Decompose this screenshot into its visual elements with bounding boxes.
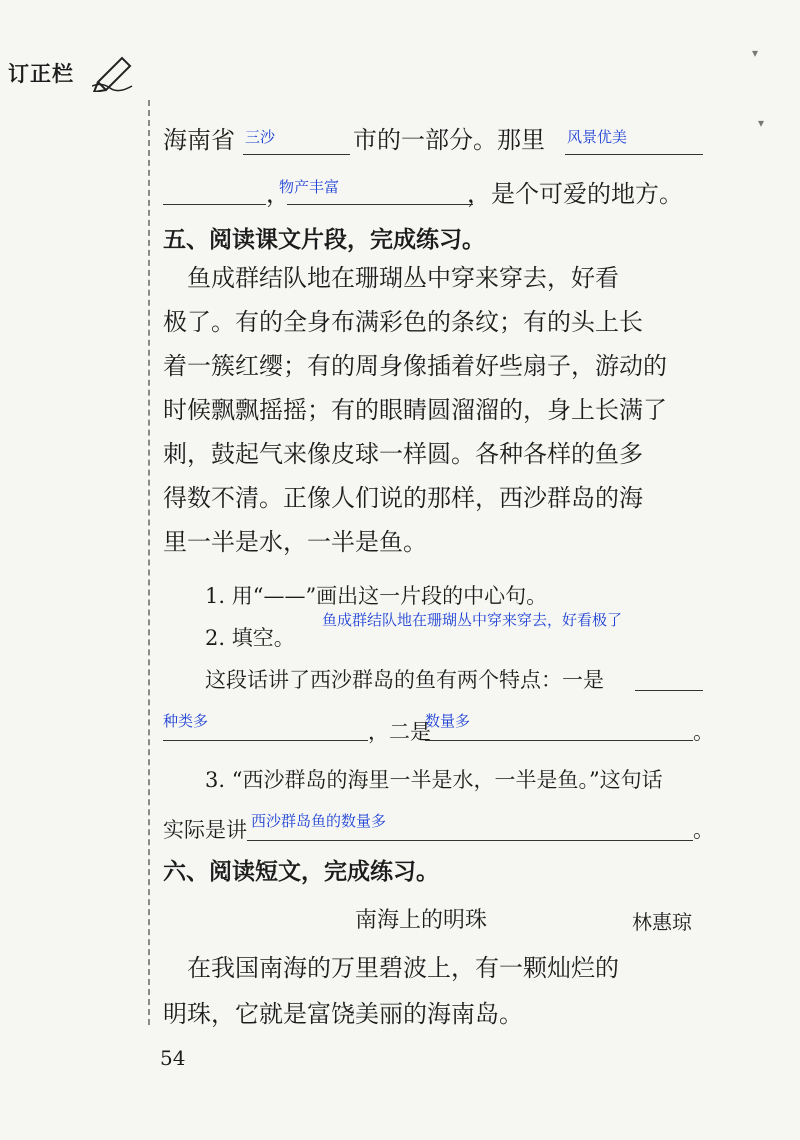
question-3: 3. “西沙群岛的海里一半是水，一半是鱼。”这句话 [205,768,663,792]
paragraph-line: 着一簇红缨；有的周身像插着好些扇子，游动的 [163,352,667,380]
answer-blank-3: 物产丰富 [279,178,340,196]
paragraph-line: 鱼成群结队地在珊瑚丛中穿来穿去，好看 [163,264,619,292]
text-segment: 实际是讲 [163,818,247,842]
scan-mark: ▾ [758,116,765,130]
pencil-icon [92,52,136,92]
paragraph-line: 时候飘飘摇摇；有的眼睛圆溜溜的，身上长满了 [163,396,667,424]
text-segment: 这段话讲了西沙群岛的鱼有两个特点：一是 [205,668,604,692]
text-segment: 。 [693,818,714,842]
correction-column-label: 订正栏 [8,62,74,86]
blank-q2-1a[interactable] [635,690,703,691]
answer-question-3: 西沙群岛鱼的数量多 [251,812,387,830]
answer-q2-1: 种类多 [163,712,209,730]
blank-3[interactable] [287,204,473,205]
blank-1[interactable] [243,154,350,155]
answer-blank-1: 三沙 [245,128,276,146]
paragraph-line: 极了。有的全身布满彩色的条纹；有的头上长 [163,308,643,336]
page-number: 54 [160,1046,186,1070]
question-2-text [205,664,705,696]
text-segment: 市的一部分。那里 [353,126,545,154]
text-segment: ， [266,180,290,208]
answer-question-1: 鱼成群结队地在珊瑚丛中穿来穿去，好看极了 [322,611,623,629]
blank-q3[interactable] [247,840,693,841]
section6-heading: 六、阅读短文，完成练习。 [163,859,439,885]
paragraph-line: 明珠，它就是富饶美丽的海南岛。 [163,1000,523,1028]
blank-3a[interactable] [163,204,266,205]
section5-heading: 五、阅读课文片段，完成练习。 [163,227,485,253]
text-segment: 。 [693,720,714,744]
paragraph-line: 得数不清。正像人们说的那样，西沙群岛的海 [163,484,643,512]
blank-2[interactable] [565,154,703,155]
answer-q2-2: 数量多 [425,712,471,730]
scan-mark: ▾ [752,46,759,60]
paragraph-line: 里一半是水，一半是鱼。 [163,528,427,556]
question-1: 1. 用“——”画出这一片段的中心句。 [205,584,548,608]
text-segment: ，是个可爱的地方。 [467,180,683,208]
text-segment: ，二是 [368,720,431,744]
blank-q2-1[interactable] [163,740,368,741]
text-segment: 海南省 [163,126,235,154]
article-title: 南海上的明珠 [355,908,488,933]
article-author: 林惠琼 [632,910,692,934]
question-2: 2. 填空。 [205,626,295,650]
blank-q2-2[interactable] [425,740,693,741]
question-3-answer-line [163,812,714,846]
paragraph-line: 在我国南海的万里碧波上，有一颗灿烂的 [163,954,619,982]
margin-divider [148,100,150,1025]
paragraph-line: 刺，鼓起气来像皮球一样圆。各种各样的鱼多 [163,440,643,468]
answer-blank-2: 风景优美 [567,128,628,146]
